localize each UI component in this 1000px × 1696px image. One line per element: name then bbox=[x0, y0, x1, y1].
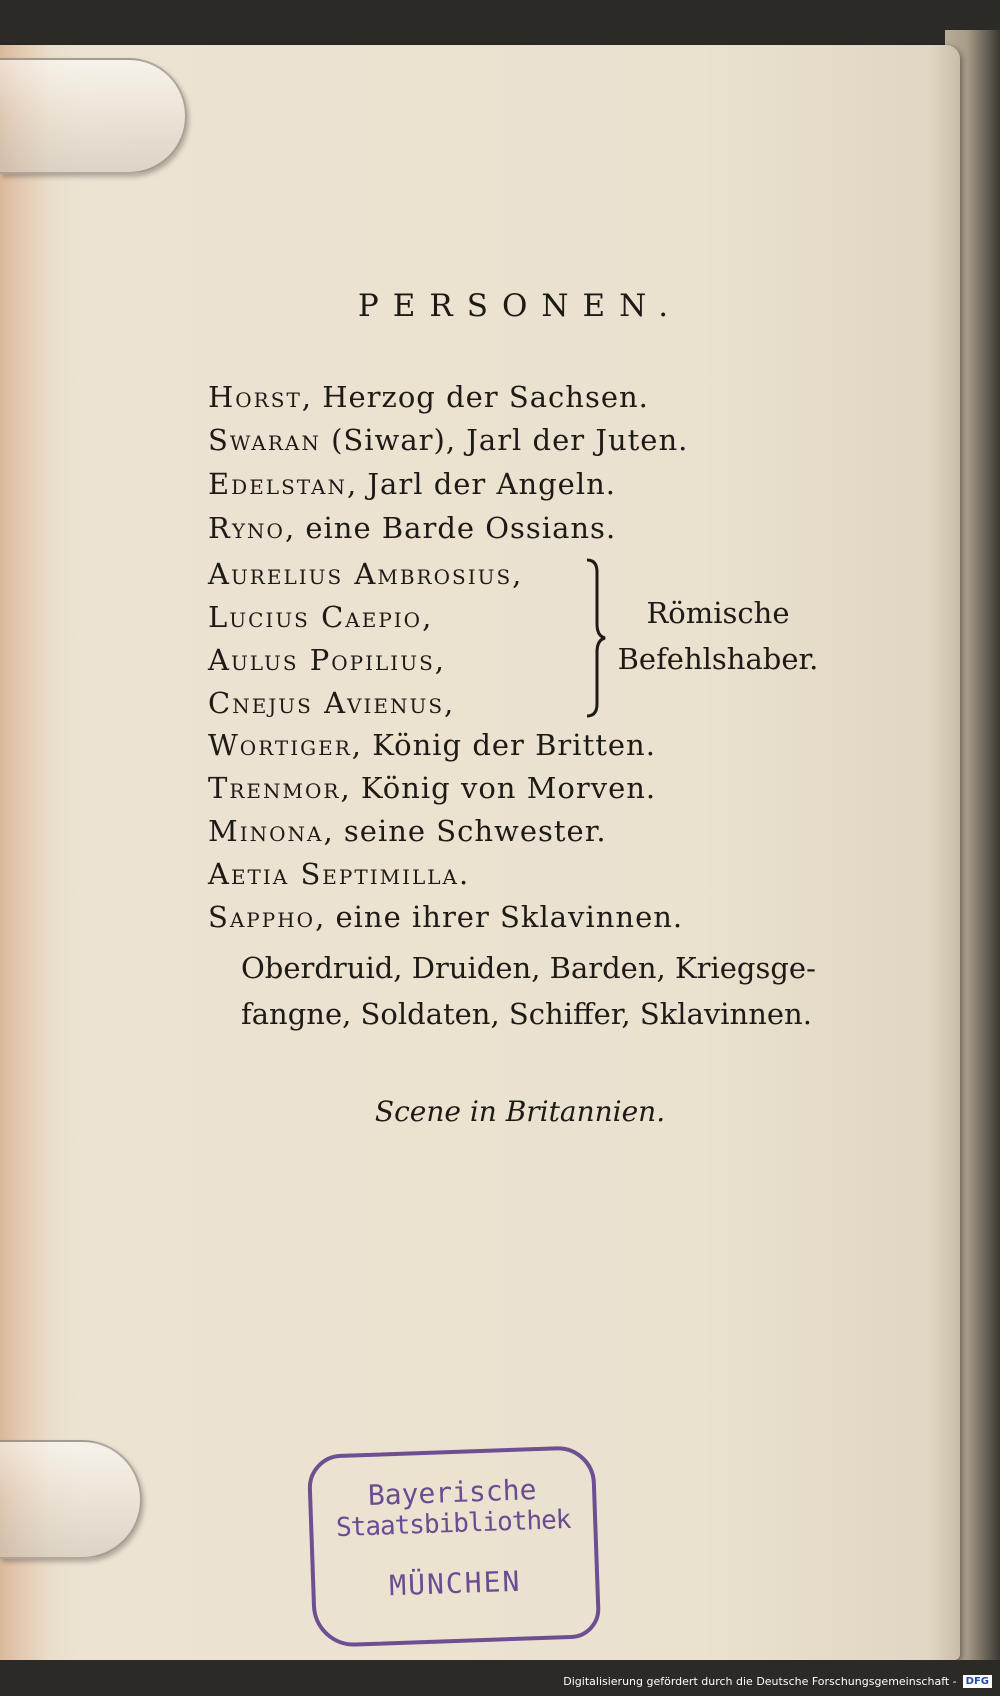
scene-note: Scene in Britannien. bbox=[374, 1095, 666, 1128]
character-name: Trenmor bbox=[208, 771, 341, 805]
cast-entry bbox=[208, 557, 522, 591]
character-name: Lucius Caepio bbox=[208, 600, 423, 634]
character-name: Cnejus Avienus bbox=[208, 686, 445, 720]
curly-brace-icon bbox=[583, 558, 609, 718]
page-title: PERSONEN. bbox=[357, 288, 683, 324]
character-description: , bbox=[434, 643, 445, 677]
character-name: Minona bbox=[208, 814, 324, 848]
character-description: , seine Schwester. bbox=[323, 814, 607, 848]
character-description: , bbox=[512, 557, 523, 591]
character-name: Aetia Septimilla bbox=[208, 857, 459, 891]
cast-entry bbox=[208, 814, 607, 848]
character-name: Edelstan bbox=[208, 467, 347, 501]
cast-entry bbox=[208, 380, 649, 414]
character-name: Wortiger bbox=[208, 728, 352, 762]
dfg-logo: DFG bbox=[963, 1675, 992, 1688]
character-name: Ryno bbox=[208, 511, 285, 545]
extras-line: fangne, Soldaten, Schiffer, Sklavinnen. bbox=[241, 997, 812, 1031]
cast-entry bbox=[208, 423, 688, 457]
footer bbox=[563, 1670, 992, 1692]
character-description: , Jarl der Angeln. bbox=[346, 467, 617, 501]
extras-line: Oberdruid, Druiden, Barden, Kriegsge- bbox=[241, 951, 816, 985]
cast-entry bbox=[208, 728, 656, 762]
character-description: , bbox=[422, 600, 433, 634]
footer-text: Digitalisierung gefördert durch die Deutsche Forschungsgemeinschaft - bbox=[563, 1674, 957, 1688]
character-description: , Herzog der Sachsen. bbox=[301, 380, 649, 414]
cast-entry bbox=[208, 643, 445, 677]
group-label-line: Befehlshaber. bbox=[617, 642, 819, 676]
character-description: (Siwar), Jarl der Juten. bbox=[320, 423, 689, 457]
group-label-line: Römische bbox=[646, 596, 790, 630]
page-clip-top bbox=[0, 58, 187, 174]
library-stamp bbox=[307, 1445, 602, 1648]
group-label bbox=[608, 590, 828, 682]
cast-entry bbox=[208, 771, 656, 805]
extras-list bbox=[241, 945, 881, 1037]
character-description: , König der Britten. bbox=[351, 728, 656, 762]
character-description: , eine Barde Ossians. bbox=[284, 511, 617, 545]
stamp-line: Bayerische bbox=[367, 1473, 537, 1512]
character-name: Sappho bbox=[208, 900, 316, 934]
character-description: , eine ihrer Sklavinnen. bbox=[315, 900, 684, 934]
page-clip-bottom bbox=[0, 1440, 142, 1559]
character-description: , König von Morven. bbox=[340, 771, 657, 805]
cast-entry bbox=[208, 467, 616, 501]
stamp-line: MÜNCHEN bbox=[388, 1564, 522, 1603]
character-description: . bbox=[459, 857, 470, 891]
character-name: Aulus Popilius bbox=[208, 643, 435, 677]
character-name: Swaran bbox=[208, 423, 321, 457]
stamp-line: Staatsbibliothek bbox=[335, 1504, 571, 1544]
cast-entry bbox=[208, 686, 454, 720]
cast-entry bbox=[208, 900, 683, 934]
cast-entry bbox=[208, 857, 469, 891]
character-name: Aurelius Ambrosius bbox=[208, 557, 513, 591]
cast-entry bbox=[208, 511, 616, 545]
cast-entry bbox=[208, 600, 432, 634]
character-name: Horst bbox=[208, 380, 302, 414]
character-description: , bbox=[444, 686, 455, 720]
